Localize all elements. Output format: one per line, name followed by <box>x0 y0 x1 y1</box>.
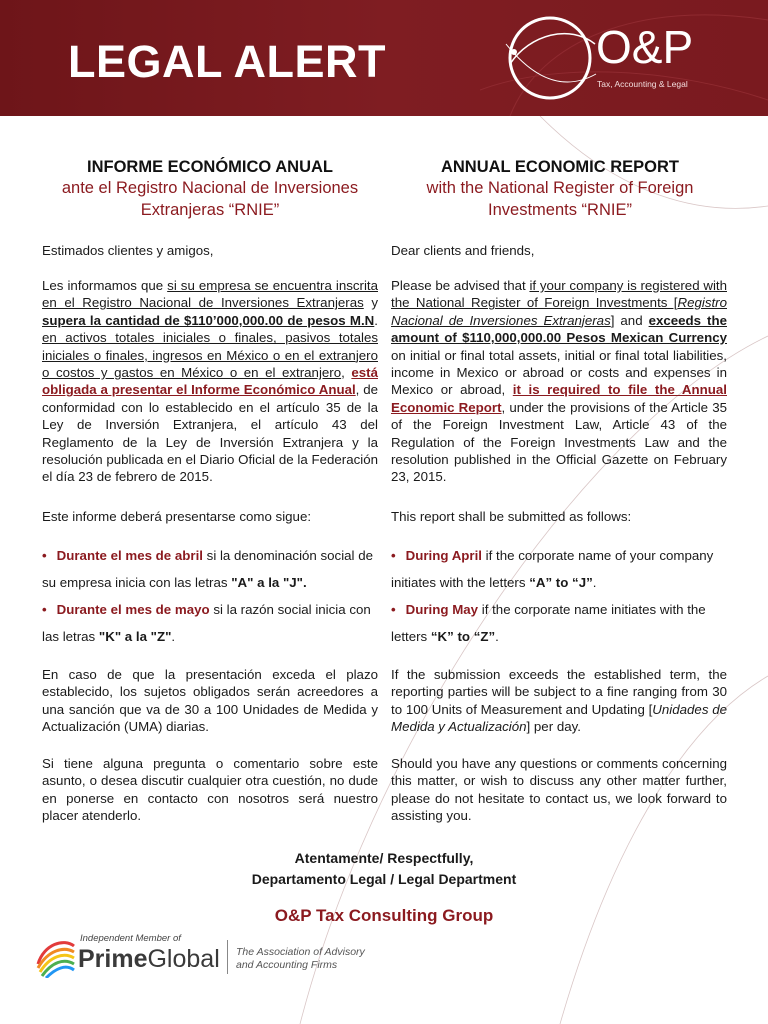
en-title: ANNUAL ECONOMIC REPORT <box>440 158 680 176</box>
en-paragraph-3 <box>391 666 727 736</box>
en-bullet2-end: . <box>495 629 499 644</box>
list-item <box>42 596 378 650</box>
op-logo-icon <box>500 14 600 110</box>
es-title: INFORME ECONÓMICO ANUAL <box>87 158 333 176</box>
logo-text: O&P <box>596 21 694 73</box>
bullet-icon: • <box>42 602 47 617</box>
company-signature: O&P Tax Consulting Group <box>274 906 494 925</box>
es-paragraph-3: En caso de que la presentación exceda el plazo establecido, los sujetos obligados serán acreedores a una sanción que va de 30 a 100 Unidades de Medida y Actualización (UMA) diarias. <box>42 667 378 735</box>
es-paragraph-1 <box>42 277 378 486</box>
es-bullet2-lead: Durante el mes de mayo <box>56 602 210 617</box>
closing-line-1: Atentamente/ Respectfully, <box>294 850 474 866</box>
logo-subtitle: Tax, Accounting & Legal <box>597 79 688 89</box>
es-p1-text: y <box>363 295 378 311</box>
member-label: Independent Member of <box>80 933 181 944</box>
list-item <box>391 542 727 596</box>
en-bullet-list <box>391 542 727 650</box>
es-bullet1-lead: Durante el mes de abril <box>56 548 203 563</box>
en-bullet1-end: . <box>592 575 597 590</box>
bullet-icon: • <box>391 548 396 563</box>
tagline-line-2: and Accounting Firms <box>236 959 338 971</box>
en-paragraph-4: Should you have any questions or comments concerning this matter, or wish to discuss any other matter further, please do not hesitate to contact us, we look forward to assisting you. <box>391 756 727 824</box>
es-bullet-list <box>42 542 378 650</box>
en-p1-text: on initial or final total assets, initial or final total liabilities, income in Mexico or abroad or costs and expenses in Mexico or abroad, <box>391 347 727 398</box>
en-p1-underlined: if your company is registered with the National Register of Foreign Investments [ <box>391 278 727 311</box>
en-p1-amount: exceeds the amount of $110,000,000.00 Pesos Mexican Currency <box>391 312 727 346</box>
en-p3-text: ] per day. <box>526 719 581 735</box>
en-p1-text: , under the provisions of the Article 35 of the Foreign Investment Law, Article 43 of the Regulation of the Foreign Investments Law and the resolution published in the Official Gazette on February 23, 2015. <box>391 399 727 485</box>
en-p1-text: Please be advised that <box>391 278 530 293</box>
es-p1-text: , de conformidad con lo establecido en el artículo 35 de la Ley de Inversión Extranjera, el artículo 43 del Reglamento de la Ley de Inversión Extranjera y la resolución publicada en el Diario Oficial de la Federación el día 23 de febrero de 2015. <box>42 382 378 485</box>
en-p3-text: If the submission exceeds the established term, the reporting parties will be subject to a fine ranging from 30 to 100 Units of Measurement and Updating [ <box>391 667 727 717</box>
brand-global: Global <box>147 945 220 973</box>
es-bullet2-letters: "K" a la "Z" <box>98 629 172 644</box>
en-subtitle-1: with the National Register of Foreign <box>426 179 694 197</box>
es-p1-underlined: en activos totales iniciales o finales, pasivos totales iniciales o finales, ingresos en México o en el extranjero o costos y gastos en México o en el extranjero <box>42 330 378 381</box>
en-p1-obligation: it is required to file the Annual Economic Report <box>391 382 727 415</box>
es-p1-text: , <box>341 365 352 381</box>
tagline-line-1: The Association of Advisory <box>236 946 365 958</box>
brand-prime: Prime <box>78 945 148 973</box>
es-p1-obligation: está obligada a presentar el Informe Económico Anual <box>42 365 378 398</box>
es-bullet1-text: si la denominación social de su empresa inicia con las letras <box>42 548 373 590</box>
en-bullet2-text: if the corporate name initiates with the letters <box>391 602 706 644</box>
en-paragraph-2: This report shall be submitted as follows: <box>391 509 632 524</box>
en-bullet1-text: if the corporate name of your company initiates with the letters <box>391 548 714 590</box>
primeglobal-name <box>78 945 220 974</box>
en-greeting: Dear clients and friends, <box>391 243 535 258</box>
es-subtitle-2: Extranjeras “RNIE” <box>140 201 280 219</box>
es-paragraph-4: Si tiene alguna pregunta o comentario sobre este asunto, o desea discutir cualquier otra cuestión, no dude en ponerse en contacto con nosotros será nuestro placer atenderlo. <box>42 756 378 824</box>
es-bullet2-end: . <box>171 629 176 644</box>
en-paragraph-1 <box>391 277 727 486</box>
es-p1-text: . <box>374 312 378 328</box>
bullet-icon: • <box>391 602 396 617</box>
closing-line-2: Departamento Legal / Legal Department <box>251 871 517 887</box>
es-bullet2-text: si la razón social inicia con las letras <box>42 602 371 644</box>
en-p1-text: ] <box>610 312 615 328</box>
es-paragraph-2: Este informe deberá presentarse como sigue: <box>42 509 312 524</box>
header-banner <box>0 0 768 116</box>
page-title: LEGAL ALERT <box>68 36 386 87</box>
en-bullet2-lead: During May <box>405 602 479 617</box>
es-p1-amount: supera la cantidad de $110’000,000.00 de pesos M.N <box>42 312 375 328</box>
en-bullet1-lead: During April <box>405 548 482 563</box>
es-p1-underlined: si su empresa se encuentra inscrita en el Registro Nacional de Inversiones Extranjeras <box>42 278 378 311</box>
en-p3-italic: Unidades de Medida y Actualización <box>391 701 727 735</box>
primeglobal-logo-icon <box>34 934 78 978</box>
es-greeting: Estimados clientes y amigos, <box>42 243 214 258</box>
es-p1-text: Les informamos que <box>42 278 168 293</box>
list-item <box>42 542 378 596</box>
en-subtitle-2: Investments “RNIE” <box>488 201 632 219</box>
en-p1-text: and <box>614 312 649 328</box>
en-bullet2-letters: “K” to “Z” <box>430 629 496 644</box>
closing-block <box>0 848 768 890</box>
es-bullet1-letters: "A" a la "J". <box>231 575 307 590</box>
es-subtitle-1: ante el Registro Nacional de Inversiones <box>61 179 359 197</box>
bullet-icon: • <box>42 548 47 563</box>
association-tagline <box>236 946 365 972</box>
footer-divider <box>227 940 228 974</box>
en-p1-italic: Registro Nacional de Inversiones Extranjeras <box>391 295 727 328</box>
en-title-block <box>390 158 730 221</box>
es-title-block <box>40 158 380 221</box>
en-bullet1-letters: “A” to “J” <box>529 575 593 590</box>
list-item <box>391 596 727 650</box>
